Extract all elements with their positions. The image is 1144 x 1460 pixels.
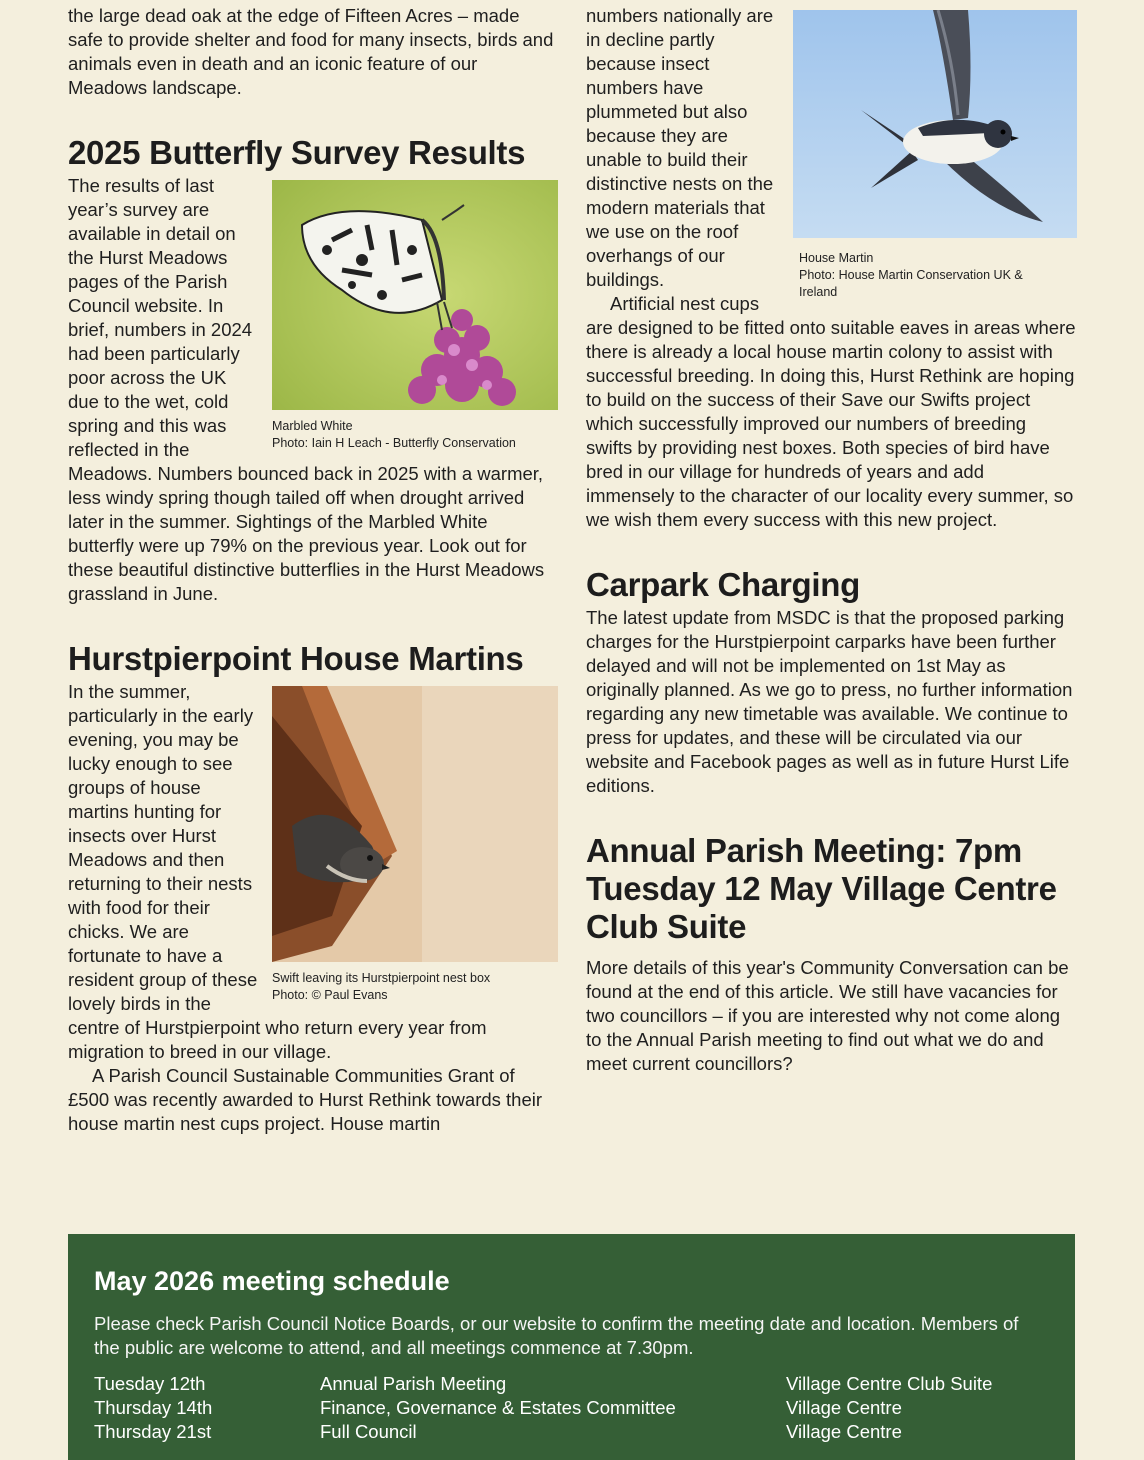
martins-cont-paragraph-1: numbers nationally are in decline partly because insect numbers have plummeted but also because they are unable to build their distinctive nests on the modern materials that we use on the roof overhangs of our buildings. bbox=[586, 5, 774, 290]
martins-paragraph-2: A Parish Council Sustainable Communities Grant of £500 was recently awarded to Hurst Rethink towards their house martin nest cups project. House martin bbox=[68, 1065, 543, 1134]
schedule-row bbox=[94, 1420, 1049, 1444]
schedule-location: Village Centre bbox=[786, 1421, 902, 1442]
butterfly-paragraph: The results of last year’s survey are available in detail on the Hurst Meadows pages of the Parish Council website. In brief, numbers in 2024 had been particularly poor across the UK due to the wet, cold spring and this was reflected in the Meadows. Numbers bounced back in 2025 with a warmer, less windy spring though tailed off when drought arrived later in the summer. Sightings of the Marbled White butterfly were up 79% on the previous year. Look out for these beautiful distinctive butterflies in the Hurst Meadows grassland in June. bbox=[68, 175, 545, 604]
house-martin-photo bbox=[793, 10, 1077, 238]
swift-figure bbox=[272, 686, 558, 1004]
swift-caption bbox=[272, 970, 558, 1004]
martins-section bbox=[68, 680, 558, 1136]
martins-heading: Hurstpierpoint House Martins bbox=[68, 640, 524, 677]
carpark-heading: Carpark Charging bbox=[586, 566, 860, 603]
meeting-schedule-box bbox=[68, 1234, 1075, 1460]
meeting-heading: Annual Parish Meeting: 7pm Tuesday 12 May Village Centre Club Suite bbox=[586, 832, 1057, 945]
schedule-row bbox=[94, 1372, 1049, 1396]
schedule-table bbox=[94, 1372, 1049, 1444]
swift-nestbox-photo bbox=[272, 686, 558, 962]
house-martin-figure bbox=[793, 10, 1077, 301]
house-martin-caption-credit: Photo: House Martin Conservation UK & Ireland bbox=[799, 268, 1023, 299]
butterfly-caption-credit: Photo: Iain H Leach - Butterfly Conservation bbox=[272, 436, 516, 450]
left-column bbox=[68, 0, 558, 1136]
butterfly-caption bbox=[272, 418, 558, 452]
meeting-paragraph: More details of this year's Community Conversation can be found at the end of this article. We still have vacancies for two councillors – if you are interested why not come along to the Annual Parish meeting to find out what we do and meet current councillors? bbox=[586, 957, 1069, 1074]
butterfly-section bbox=[68, 174, 558, 606]
schedule-meeting: Full Council bbox=[320, 1421, 417, 1442]
schedule-row bbox=[94, 1396, 1049, 1420]
schedule-date: Thursday 21st bbox=[94, 1421, 212, 1442]
marbled-white-photo bbox=[272, 180, 558, 410]
butterfly-figure bbox=[272, 180, 558, 452]
schedule-meeting: Annual Parish Meeting bbox=[320, 1373, 507, 1394]
house-martin-caption-title: House Martin bbox=[799, 251, 874, 265]
schedule-date: Tuesday 12th bbox=[94, 1373, 206, 1394]
butterfly-caption-title: Marbled White bbox=[272, 419, 353, 433]
swift-caption-credit: Photo: © Paul Evans bbox=[272, 988, 388, 1002]
schedule-location: Village Centre bbox=[786, 1397, 902, 1418]
martins-continued-section bbox=[586, 4, 1076, 532]
intro-paragraph: the large dead oak at the edge of Fifteen Acres – made safe to provide shelter and food for many insects, birds and animals even in death and an iconic feature of our Meadows landscape. bbox=[68, 5, 554, 98]
schedule-date: Thursday 14th bbox=[94, 1397, 213, 1418]
house-martin-caption bbox=[793, 250, 1061, 301]
schedule-intro: Please check Parish Council Notice Boards, or our website to confirm the meeting date and location. Members of the public are welcome to attend, and all meetings commence at 7.30pm. bbox=[94, 1313, 1019, 1358]
schedule-location: Village Centre Club Suite bbox=[786, 1373, 993, 1394]
martins-paragraph-1: In the summer, particularly in the early evening, you may be lucky enough to see groups of house martins hunting for insects over Hurst Meadows and then returning to their nests with food for their chicks. We are fortunate to have a resident group of these lovely birds in the centre of Hurstpierpoint who return every year from migration to breed in our village. bbox=[68, 681, 487, 1062]
martins-cont-paragraph-2: Artificial nest cups are designed to be fitted onto suitable eaves in areas where there is already a local house martin colony to assist with successful breeding. In doing this, Hurst Rethink are hoping to build on the success of their Save our Swifts project which successfully improved our numbers of breeding swifts by providing nest boxes. Both species of bird have bred in our village for hundreds of years and add immensely to the character of our locality every summer, so we wish them every success with this new project. bbox=[586, 293, 1076, 530]
right-column bbox=[586, 0, 1076, 1076]
butterfly-heading: 2025 Butterfly Survey Results bbox=[68, 134, 526, 171]
swift-caption-title: Swift leaving its Hurstpierpoint nest box bbox=[272, 971, 491, 985]
schedule-title: May 2026 meeting schedule bbox=[94, 1266, 450, 1296]
carpark-paragraph: The latest update from MSDC is that the proposed parking charges for the Hurstpierpoint carparks have been further delayed and will not be implemented on 1st May as originally planned. As we go to press, no further information regarding any new timetable was available. We continue to press for updates, and these will be circulated via our website and Facebook pages as well as in future Hurst Life editions. bbox=[586, 607, 1073, 796]
schedule-meeting: Finance, Governance & Estates Committee bbox=[320, 1397, 676, 1418]
